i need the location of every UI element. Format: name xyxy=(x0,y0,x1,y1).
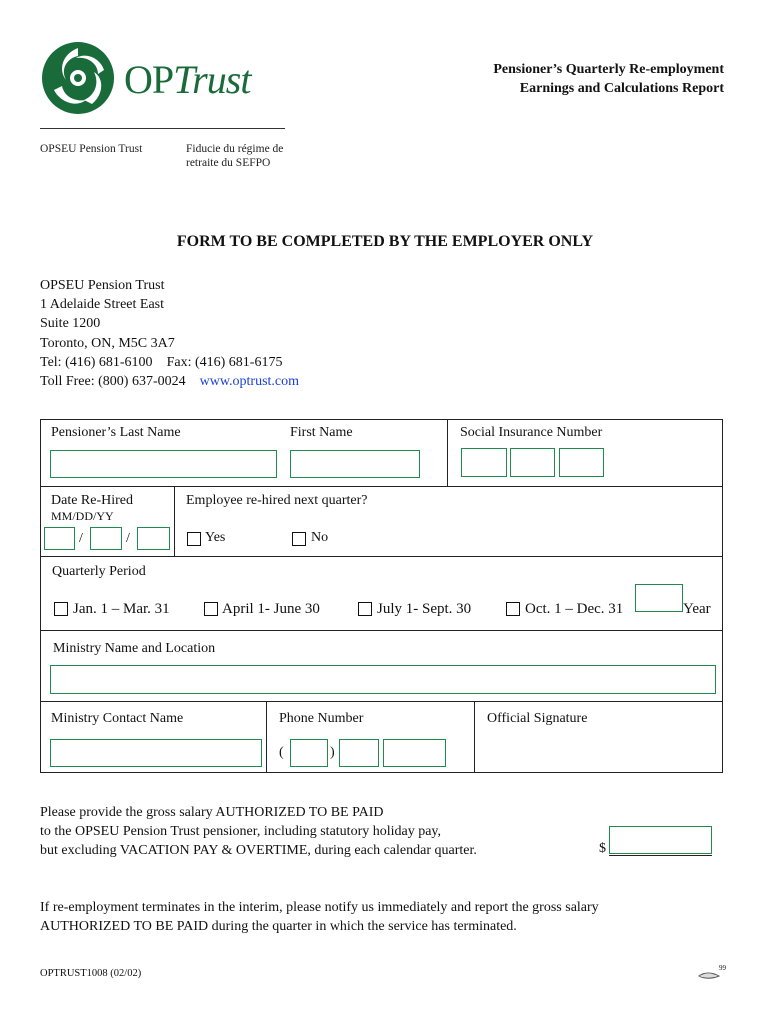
row-divider-2 xyxy=(40,556,723,557)
col-divider-phone xyxy=(266,701,267,773)
form-heading: FORM TO BE COMPLETED BY THE EMPLOYER ONLY xyxy=(176,233,594,250)
tollfree: Toll Free: (800) 637-0024 xyxy=(40,374,186,390)
phone-line-field[interactable] xyxy=(383,739,446,767)
date-rehired-label: Date Re-Hired xyxy=(51,493,134,508)
address-line3: Suite 1200 xyxy=(40,316,101,332)
phone-close-paren: ) xyxy=(330,745,335,760)
fax: Fax: (416) 681-6175 xyxy=(166,354,283,370)
q3-label: July 1- Sept. 30 xyxy=(377,601,472,617)
org-fr-line2: retraite du SEFPO xyxy=(186,157,271,169)
website-link[interactable]: www.optrust.com xyxy=(199,374,300,390)
address-line1: OPSEU Pension Trust xyxy=(40,278,165,293)
recycle-icon xyxy=(698,968,720,980)
date-mm-field[interactable] xyxy=(44,527,75,550)
salary-line1: Please provide the gross salary AUTHORIZED TO BE PAID xyxy=(40,805,384,820)
row-divider-4 xyxy=(40,701,723,702)
phone-fax-line xyxy=(40,353,299,372)
phone-open-paren: ( xyxy=(279,745,284,760)
yes-checkbox[interactable] xyxy=(187,532,201,546)
q2-label: April 1- June 30 xyxy=(222,601,320,617)
sin-field-2[interactable] xyxy=(510,448,555,477)
termination-line2: AUTHORIZED TO BE PAID during the quarter in which the service has terminated. xyxy=(40,919,517,935)
row-divider-3 xyxy=(40,630,723,631)
termination-instructions xyxy=(40,898,599,936)
phone-prefix-field[interactable] xyxy=(339,739,379,767)
header-divider xyxy=(40,128,285,129)
year-field[interactable] xyxy=(635,584,683,612)
q1-checkbox[interactable] xyxy=(54,602,68,616)
col-divider-sin xyxy=(447,419,448,486)
contact-name-field[interactable] xyxy=(50,739,262,767)
address-line2: 1 Adelaide Street East xyxy=(40,297,165,313)
date-format-label: MM/DD/YY xyxy=(51,509,114,523)
ministry-field[interactable] xyxy=(50,665,716,694)
q1-label: Jan. 1 – Mar. 31 xyxy=(73,601,170,617)
col-divider-signature xyxy=(474,701,475,773)
brand-wordmark xyxy=(124,56,250,103)
sin-label: Social Insurance Number xyxy=(460,425,603,440)
address-line4: Toronto, ON, M5C 3A7 xyxy=(40,335,175,351)
tel: Tel: (416) 681-6100 xyxy=(40,354,153,370)
form-code: OPTRUST1008 (02/02) xyxy=(40,968,142,979)
report-title-line1: Pensioner’s Quarterly Re-employment xyxy=(493,62,724,77)
no-checkbox[interactable] xyxy=(292,532,306,546)
rehired-next-label: Employee re-hired next quarter? xyxy=(186,493,368,508)
first-name-field[interactable] xyxy=(290,450,420,478)
q3-checkbox[interactable] xyxy=(358,602,372,616)
salary-instructions xyxy=(40,803,477,861)
date-sep-2: / xyxy=(126,531,130,546)
optrust-logo-icon xyxy=(40,40,116,116)
date-sep-1: / xyxy=(79,531,83,546)
quarterly-period-label: Quarterly Period xyxy=(52,564,146,579)
brand-op: OP xyxy=(124,57,174,102)
contact-name-label: Ministry Contact Name xyxy=(51,711,184,726)
salary-line3: but excluding VACATION PAY & OVERTIME, during each calendar quarter. xyxy=(40,843,477,859)
termination-line1: If re-employment terminates in the interim, please notify us immediately and report the gross salary xyxy=(40,900,599,915)
currency-symbol: $ xyxy=(599,841,606,856)
col-divider-date xyxy=(174,486,175,556)
date-dd-field[interactable] xyxy=(90,527,122,550)
q4-label: Oct. 1 – Dec. 31 xyxy=(525,601,624,617)
date-yy-field[interactable] xyxy=(137,527,170,550)
last-name-label: Pensioner’s Last Name xyxy=(51,425,181,440)
ministry-label: Ministry Name and Location xyxy=(53,641,216,656)
phone-label: Phone Number xyxy=(279,711,364,726)
gross-salary-field[interactable] xyxy=(609,826,712,854)
recycle-mark-text: 99 xyxy=(719,964,726,972)
brand-trust: Trust xyxy=(173,57,251,102)
org-name-english: OPSEU Pension Trust xyxy=(40,143,143,155)
org-fr-line1: Fiducie du régime de xyxy=(186,143,284,155)
first-name-label: First Name xyxy=(290,425,353,440)
q2-checkbox[interactable] xyxy=(204,602,218,616)
yes-label: Yes xyxy=(205,530,226,545)
report-title-line2: Earnings and Calculations Report xyxy=(519,81,724,96)
no-label: No xyxy=(311,530,329,545)
salary-line2: to the OPSEU Pension Trust pensioner, including statutory holiday pay, xyxy=(40,824,442,840)
q4-checkbox[interactable] xyxy=(506,602,520,616)
tollfree-line xyxy=(40,372,299,391)
signature-area[interactable] xyxy=(480,712,720,770)
gross-salary-underline xyxy=(609,855,712,856)
year-label: Year xyxy=(683,601,711,617)
sin-field-1[interactable] xyxy=(461,448,507,477)
phone-area-field[interactable] xyxy=(290,739,328,767)
report-title xyxy=(493,60,724,98)
address-block xyxy=(40,276,299,391)
org-name-french xyxy=(186,142,283,170)
row-divider-1 xyxy=(40,486,723,487)
sin-field-3[interactable] xyxy=(559,448,604,477)
last-name-field[interactable] xyxy=(50,450,277,478)
signature-label: Official Signature xyxy=(487,711,588,726)
